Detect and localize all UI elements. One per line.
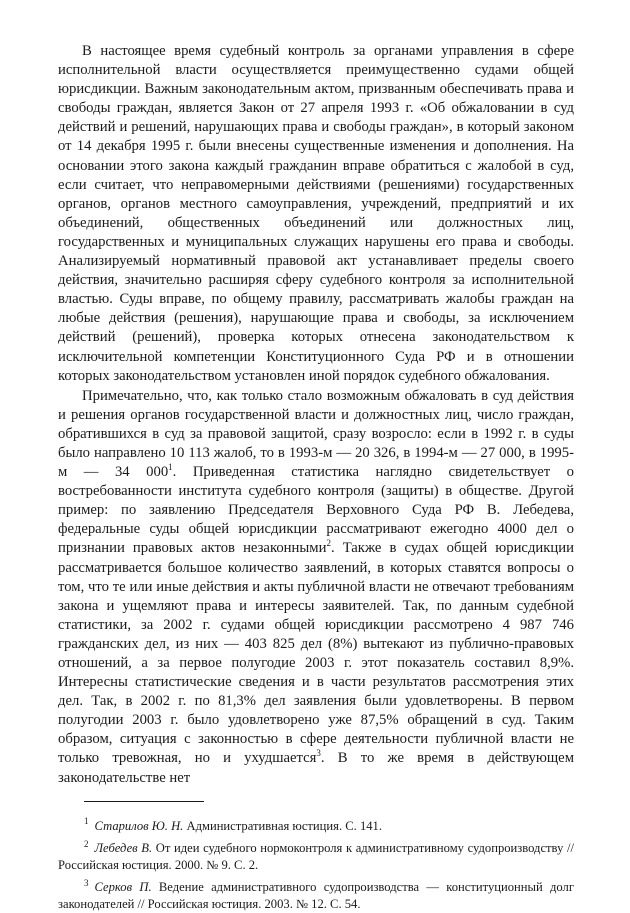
paragraph-2-text-part-2: . Приведенная статистика наглядно свидетельствует о востребованности института судебного контроля (защиты) в обществе. Другой пример: по заявлению Председателя Верховного Суда РФ В. Лебедева, федеральные суды общей юрисдикции рассматривают ежегодно 4000 дел о признании правовых актов незаконными [58, 464, 575, 557]
footnote-ref-2: 2 [326, 538, 331, 549]
footnote-1 [58, 818, 574, 835]
paragraph-2-text-part-1: Примечательно, что, как только стало возможным обжаловать в суд действия и решения органов государственной власти и должностных лиц, число граждан, обратившихся в суд за правовой защитой, сразу возросло: если в 1992 г. в суды было направлено 10 113 жалоб, то в 1993-м — 20 326, в 1994-м — 27 000, в 1995-м — 34 000 [58, 387, 574, 481]
footnote-ref-3: 3 [316, 748, 321, 759]
footnote-author: Серков П. [94, 880, 152, 895]
paragraph-2-text-part-4: . В то же время в действующем законодательстве нет [58, 750, 574, 786]
main-text [58, 42, 574, 788]
paragraph-2 [58, 387, 574, 788]
paragraph-1 [58, 42, 574, 386]
footnote-text: Административная юстиция. С. 141. [183, 818, 382, 833]
footnote-separator [84, 801, 204, 802]
footnotes [58, 818, 574, 913]
footnote-text: От идеи судебного нормоконтроля к административному судопроизводству // Российская юстиция. 2000. № 9. С. 2. [58, 841, 575, 872]
footnote-text: Ведение административного судопроизводства — конституционный долг законодателей // Российская юстиция. 2003. № 12. С. 54. [58, 880, 574, 912]
paragraph-1-text: В настоящее время судебный контроль за органами управления в сфере исполнительной власти осуществляется преимущественно судами общей юрисдикции. Важным законодательным актом, призванным обеспечивать права и свободы граждан, является Закон от 27 апреля 1993 г. «Об обжаловании в суд действий и решений, нарушающих права и свободы граждан», в который законом от 14 декабря 1995 г. были внесены существенные изменения и дополнения. На основании этого закона каждый гражданин вправе обратиться с жалобой в суд, если считает, что неправомерными действиями (решениями) государственных органов, органов местного самоуправления, учреждений, предприятий и их объединений, общественных объединений или должностных лиц, государственных и муниципальных служащих нарушены его права и свободы. Анализируемый нормативный правовой акт устанавливает пределы своего действия, значительно расширяя сферу судебного контроля за исполнительной властью. Суды вправе, по общему правилу, рассматривать жалобы граждан на любые действия (решения), нарушающие права и свободы, за исключением действий (решений), проверка которых отнесена законодательством к исключительной компетенции Конституционного Суда РФ и в отношении которых законодательством установлен иной порядок судебного обжалования. [58, 43, 574, 384]
footnote-number: 2 [84, 839, 89, 850]
footnote-author: Лебедев В. [94, 841, 153, 856]
footnote-author: Старилов Ю. Н. [94, 818, 184, 833]
footnote-ref-1: 1 [168, 462, 173, 473]
paragraph-2-text-part-3: . Также в судах общей юрисдикции рассматривается большое количество заявлений, в которых ставятся вопросы о том, что те или иные действия и акты публичной власти не отвечают требованиям закона и ущемляют права и интересы заявителей. Так, по данным судебной статистики, за 2002 г. судами общей юрисдикции рассмотрено 4 987 746 гражданских дел, из них — 403 825 дел (8%) вытекают из публично-правовых отношений, а за первое полугодие 2003 г. этот показатель составил 8,9%. Интересны статистические сведения и в части результатов рассмотрения этих дел. Так, в 2002 г. по 81,3% дел заявления были удовлетворены. В первом полугодии 2003 г. было удовлетворено уже 87,5% обращений в суд. Таким образом, ситуация с законностью в сфере деятельности публичной власти не только тревожная, но и ухудшается [58, 540, 574, 767]
footnote-3 [58, 879, 574, 912]
footnote-number: 3 [84, 878, 89, 889]
footnote-2 [58, 840, 574, 873]
footnote-number: 1 [84, 816, 89, 827]
